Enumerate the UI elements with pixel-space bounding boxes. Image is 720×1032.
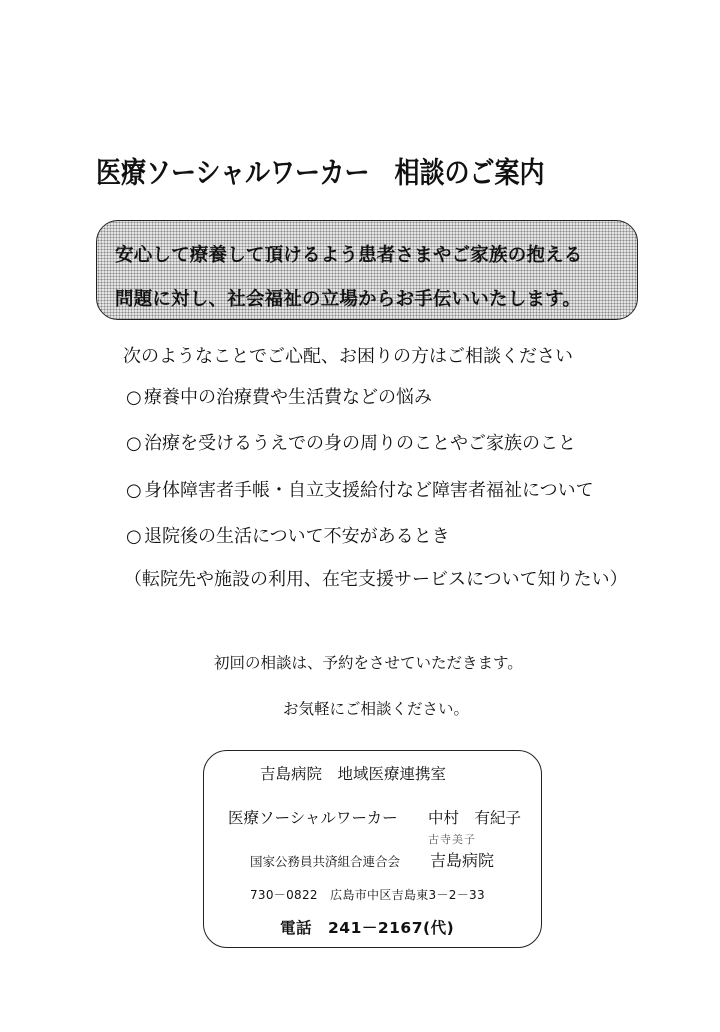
hospital-name: 吉島病院 bbox=[430, 851, 495, 870]
circle-bullet-icon: ○ bbox=[126, 479, 142, 501]
consultation-topics-list bbox=[126, 385, 594, 571]
contact-box bbox=[203, 750, 542, 948]
page-title: 医療ソーシャルワーカー 相談のご案内 bbox=[96, 156, 545, 190]
intro-line-1: 安心して療養して頂けるよう患者さまやご家族の抱える bbox=[115, 245, 583, 266]
address: 730－0822 広島市中区吉島東3－2－33 bbox=[250, 888, 485, 902]
list-item bbox=[126, 524, 594, 570]
organization-name: 国家公務員共済組合連合会 bbox=[250, 854, 401, 869]
list-item bbox=[126, 385, 594, 431]
circle-bullet-icon: ○ bbox=[126, 433, 142, 455]
staff-name: 中村 有紀子 bbox=[428, 809, 522, 827]
circle-bullet-icon: ○ bbox=[126, 387, 142, 408]
list-item-text: 治療を受けるうえでの身の周りのことやご家族のこと bbox=[144, 433, 576, 455]
list-item bbox=[126, 431, 594, 477]
intro-box bbox=[96, 220, 638, 320]
note-text: （転院先や施設の利用、在宅支援サービスについて知りたい） bbox=[124, 569, 628, 590]
handwritten-name-stamp: 古寺美子 bbox=[428, 833, 476, 846]
phone-number: 電話 241－2167(代) bbox=[280, 919, 455, 937]
notice-line-1: 初回の相談は、予約をさせていただきます。 bbox=[214, 654, 523, 672]
list-item-text: 退院後の生活について不安があるとき bbox=[144, 526, 450, 548]
list-item-text: 身体障害者手帳・自立支援給付など障害者福祉について bbox=[144, 479, 594, 501]
lead-text: 次のようなことでご心配、お困りの方はご相談ください bbox=[123, 346, 573, 367]
department-name: 吉島病院 地域医療連携室 bbox=[260, 765, 447, 783]
staff-role: 医療ソーシャルワーカー bbox=[228, 809, 398, 827]
list-item bbox=[126, 478, 594, 524]
list-item-text: 療養中の治療費や生活費などの悩み bbox=[144, 387, 432, 408]
notice-line-2: お気軽にご相談ください。 bbox=[283, 700, 470, 718]
intro-line-2: 問題に対し、社会福祉の立場からお手伝いいたします。 bbox=[115, 289, 582, 310]
circle-bullet-icon: ○ bbox=[126, 526, 142, 548]
